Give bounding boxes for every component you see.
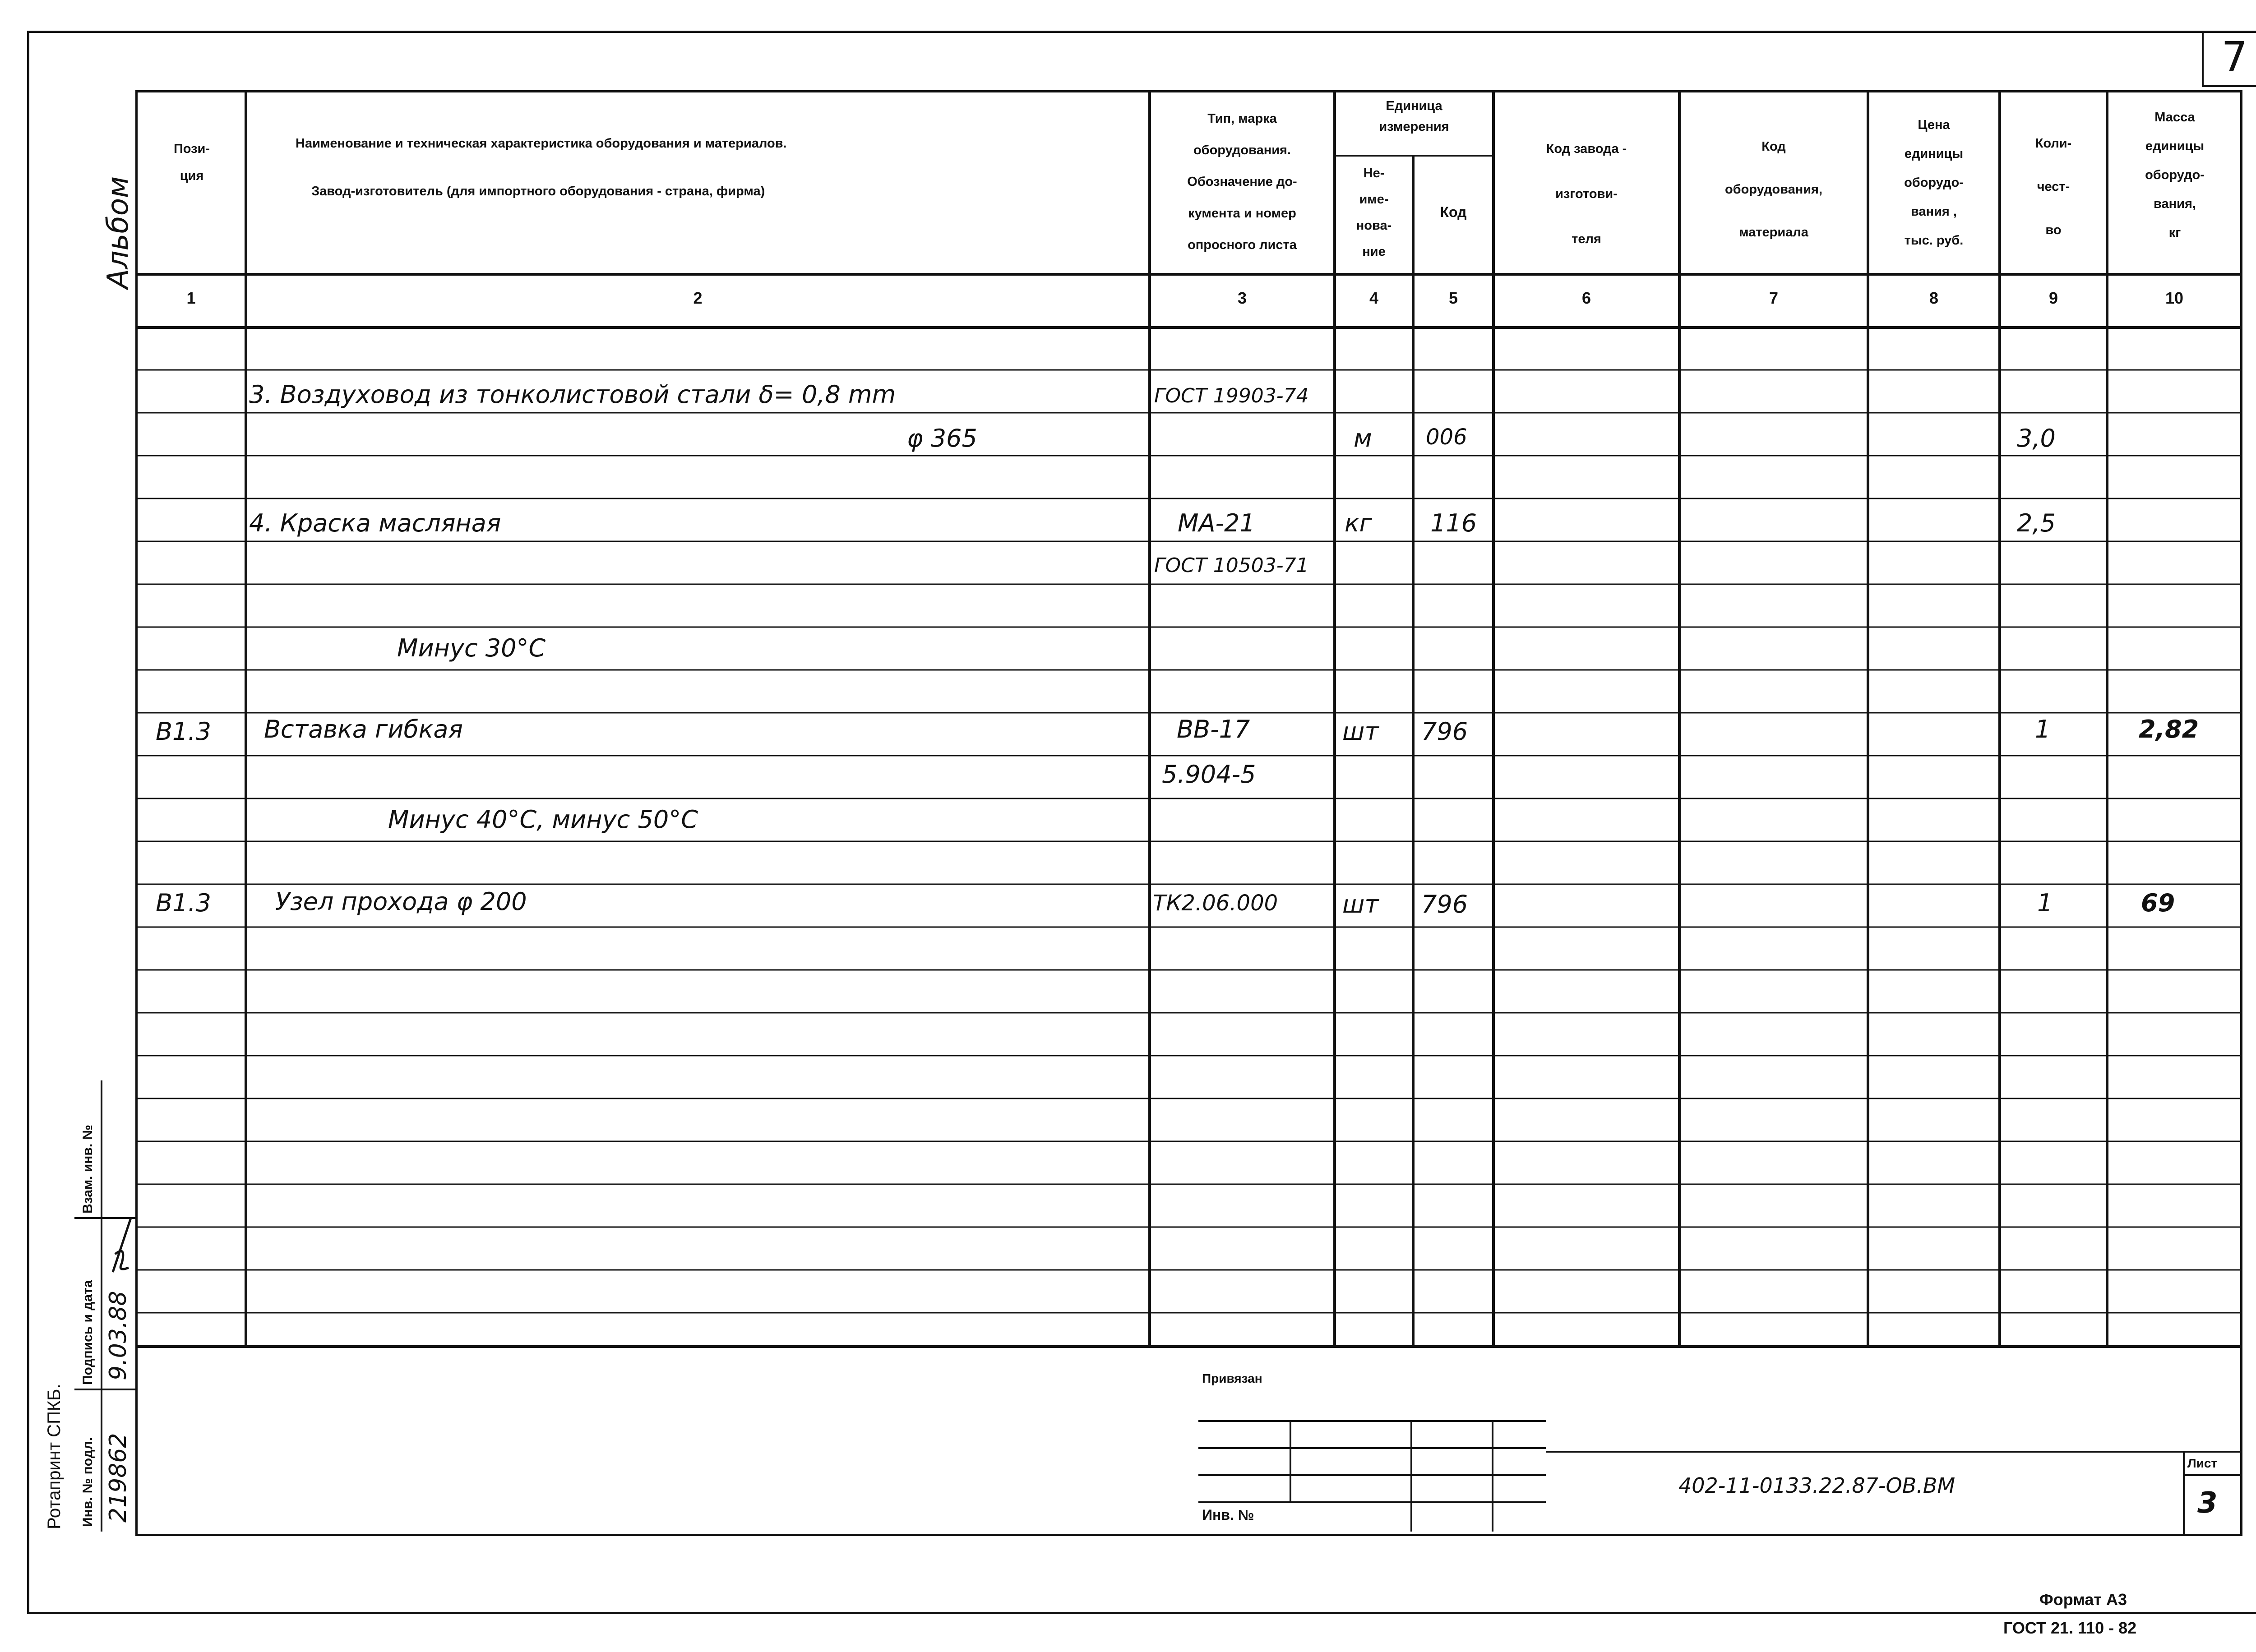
row-doc: 5.904-5 [1162, 760, 1256, 789]
header-equipment-code: Код оборудования, материала [1724, 139, 1823, 240]
stamp-sign-date-value: 9.03.88 [105, 1291, 132, 1380]
stamp-vzam-label: Взам. инв. № [80, 1125, 95, 1214]
row-qty: 1 [2037, 889, 2053, 917]
row-unit: м [1354, 424, 1372, 452]
col-number-4: 4 [1369, 289, 1379, 307]
row-mass: 69 [2141, 889, 2175, 917]
row-code: 796 [1421, 890, 1468, 918]
row-code: 006 [1426, 425, 1467, 450]
row-name: Вставка гибкая [264, 715, 463, 743]
row-name: φ 365 [907, 424, 977, 452]
row-doc: ТК2.06.000 [1153, 891, 1278, 916]
row-doc: ГОСТ 10503-71 [1154, 554, 1309, 577]
row-code: 116 [1430, 509, 1477, 537]
col-number-9: 9 [2048, 289, 2058, 307]
row-qty: 1 [2035, 715, 2051, 743]
row-name: Минус 40°С, минус 50°С [388, 805, 698, 834]
row-unit: кг [1345, 509, 1372, 537]
header-unit-price: Цена единицы оборудо- вания , тыс. руб. [1904, 118, 1964, 248]
row-doc: ВВ-17 [1177, 715, 1250, 743]
title-sheet-number: 3 [2197, 1486, 2218, 1520]
corner-sheet-number: 7 [2221, 33, 2248, 81]
stamp-sign-date-label: Подпись и дата [80, 1280, 95, 1385]
col-number-10: 10 [2165, 289, 2184, 307]
header-name-line2: Завод-изготовитель (для импортного оборудования - страна, фирма) [311, 184, 765, 198]
header-mass: Масса единицы оборудо- вания, кг [2145, 110, 2205, 240]
title-sheet-label: Лист [2187, 1456, 2218, 1470]
header-name-line1: Наименование и техническая характеристика оборудования и материалов. [296, 136, 787, 151]
row-qty: 2,5 [2017, 509, 2056, 537]
stamp-inv-podl-value: 219862 [105, 1433, 132, 1523]
footer-format: Формат А3 [2039, 1590, 2127, 1609]
row-position: В1.3 [156, 717, 211, 746]
title-inv-no: Инв. № [1202, 1507, 1254, 1523]
row-name: Узел прохода φ 200 [275, 887, 527, 916]
header-quantity: Коли- чест- во [2035, 136, 2072, 237]
title-privyazan: Привязан [1202, 1371, 1262, 1385]
row-doc: МА-21 [1178, 509, 1255, 537]
col-number-5: 5 [1448, 289, 1458, 307]
col-number-3: 3 [1237, 289, 1247, 307]
col-number-1: 1 [186, 289, 196, 307]
rotaprint-label: Ротапринт СПКБ. [44, 1384, 64, 1529]
signature-icon [108, 1214, 135, 1277]
signature-mark [108, 1214, 135, 1277]
header-unit-group: Единица измерения [1379, 99, 1449, 134]
col-number-2: 2 [693, 289, 703, 307]
row-unit: шт [1342, 717, 1379, 746]
row-name: Минус 30°С [397, 634, 546, 662]
stamp-inv-podl-label: Инв. № подл. [80, 1437, 95, 1527]
row-name: 3. Воздуховод из тонколистовой стали δ= 0,8 mm [249, 380, 896, 409]
col-number-7: 7 [1769, 289, 1779, 307]
row-doc: ГОСТ 19903-74 [1154, 384, 1309, 407]
row-qty: 3,0 [2017, 424, 2056, 452]
row-mass: 2,82 [2139, 715, 2199, 743]
header-manufacturer-code: Код завода - изготови- теля [1546, 142, 1627, 246]
header-unit-code: Код [1440, 204, 1467, 220]
row-code: 796 [1421, 717, 1468, 746]
footer-gost: ГОСТ 21. 110 - 82 [2003, 1619, 2137, 1637]
title-designation: 402-11-0133.22.87-ОВ.ВМ [1678, 1473, 1956, 1498]
side-note-album: Альбом [102, 176, 135, 289]
col-number-6: 6 [1581, 289, 1591, 307]
row-unit: шт [1342, 890, 1379, 918]
header-type-mark: Тип, марка оборудования. Обозначение до- кумента и номер опросного листа [1187, 111, 1297, 252]
row-position: В1.3 [156, 889, 211, 917]
col-number-8: 8 [1929, 289, 1939, 307]
header-unit-name: Не- име- нова- ние [1356, 166, 1392, 259]
header-position: Пози- ция [173, 142, 210, 183]
row-name: 4. Краска масляная [249, 509, 501, 537]
